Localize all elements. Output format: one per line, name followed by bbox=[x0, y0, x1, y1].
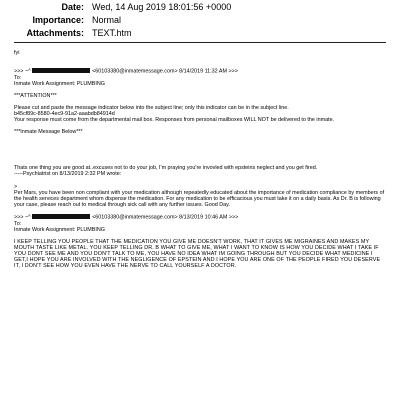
fyi-text: fyi bbox=[14, 50, 20, 56]
msg1-to: To: bbox=[14, 74, 22, 81]
inmate-message-below-heading: ***Inmate Message Below*** bbox=[14, 129, 83, 136]
msg1-subject: Inmate Work Assignment: PLUMBING bbox=[14, 80, 105, 87]
msg2-to: To: bbox=[14, 220, 22, 227]
header-divider bbox=[14, 42, 386, 43]
msg2-from-prefix: >>> ~^ bbox=[14, 214, 31, 221]
importance-label: Importance: bbox=[32, 15, 84, 25]
attention-heading: ***ATTENTION*** bbox=[14, 92, 57, 99]
importance-value: Normal bbox=[92, 15, 122, 25]
msg2-from-line bbox=[14, 214, 386, 221]
message-indicator: b45cf89c-8580-4ec9-91a2-aaabdb84914d bbox=[14, 111, 115, 118]
msg2-from-suffix: <60103380@inmatemessage.com> 8/13/2019 10:46 AM >>> bbox=[92, 214, 239, 221]
redaction-bar bbox=[32, 68, 90, 73]
psychiatrist-message: Per Mars, you have been non compliant with your medication although repeatedly educated about the importance of medication compliance by members of the health services department whom dispense the medication. For any medication to be efficacious you must take it on a daily basis. As Dr. B is following your case, please reach out to medical through sick call with any further issues. Good Day. bbox=[14, 189, 385, 208]
msg1-from-prefix: >>> ~^ bbox=[14, 68, 31, 75]
date-value: Wed, 14 Aug 2019 18:01:56 +0000 bbox=[92, 2, 232, 12]
quote-marker: > bbox=[14, 183, 18, 190]
instructions-2: Your response must come from the departmental mail box. Responses from personal mailboxes WILL NOT be delivered to the inmate. bbox=[14, 117, 335, 124]
instructions-1: Please cut and paste the message indicator below into the subject line; only this indicator can be in the subject line. bbox=[14, 104, 289, 111]
email-body bbox=[14, 50, 386, 269]
reply-text: Thats one thing you are good at..excuses not to do your job, I'm praying you're invovled with epsteins neglect and you get fired. bbox=[14, 165, 318, 172]
msg1-from-line bbox=[14, 68, 386, 75]
attachments-label: Attachments: bbox=[26, 28, 84, 38]
inmate-message: I KEEP TELLING YOU PEOPLE THAT THE MEDICATION YOU GIVE ME DOESN'T WORK, THAT IT GIVES ME MIGRAINES AND MAKES MY MOUTH TASTE LIKE METAL. YOU KEEP TELLING DR. B WHAT TO GIVE ME, WHAT I WANT TO KNOW IS HOW YOU DECIDE WHAT I TAKE IF YOU DONT SEE ME AND YOU DON'T TALK TO ME, YOU HAVE NO IDEA WHAT IM GOING THROUGH BUT YOU DECIDE WHAT MEDICINE I GET,I HOPE YOU ARE INVOLVED WITH THE NEGLIGENCE OF EPSTEIN AND I HOPE YOU ARE ONE OF THE PEOPLE FIRED YOU DESERVE IT, I DON'T SEE HOW YOU EVEN HAVE THE NERVE TO CALL YOURSELF A DOCTOR. bbox=[14, 238, 381, 270]
psychiatrist-wrote-line: -----Psychiatrist on 8/13/2019 2:32 PM wrote: bbox=[14, 171, 122, 178]
date-label: Date: bbox=[61, 2, 84, 12]
msg2-subject: Inmate Work Assignment: PLUMBING bbox=[14, 226, 105, 233]
msg1-from-suffix: <60103380@inmatemessage.com> 8/14/2019 11:32 AM >>> bbox=[92, 68, 238, 75]
attachments-value[interactable]: TEXT.htm bbox=[92, 28, 132, 38]
redaction-bar bbox=[32, 214, 90, 219]
